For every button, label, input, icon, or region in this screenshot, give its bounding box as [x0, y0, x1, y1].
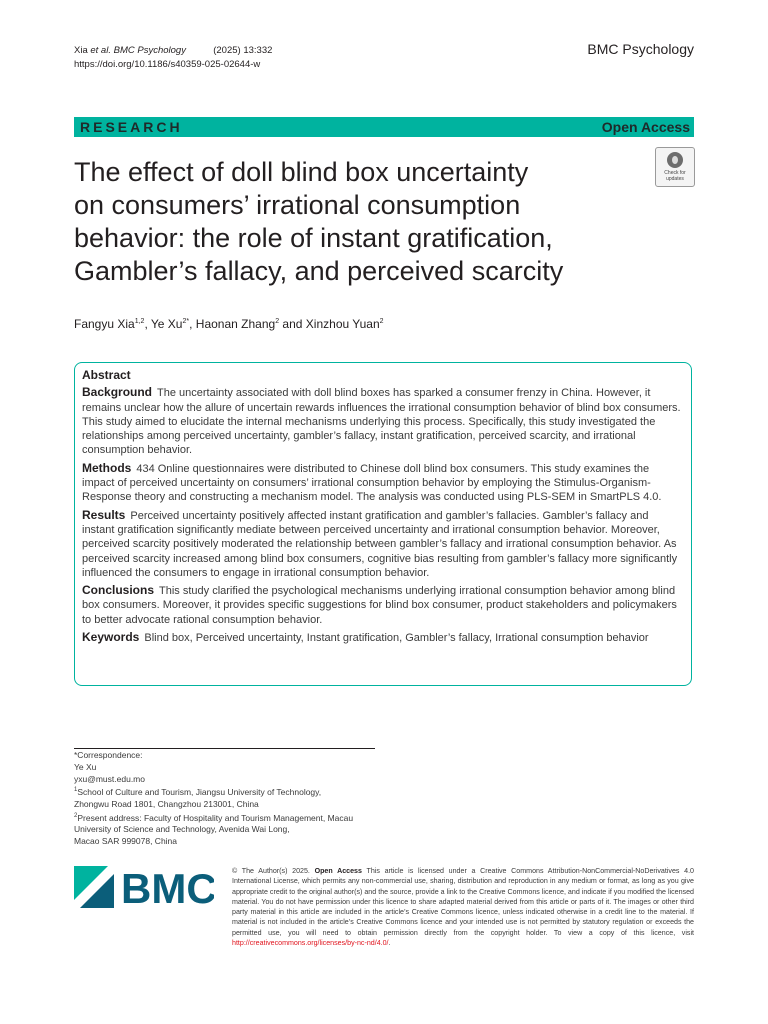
affiliation-1-cont: Zhongwu Road 1801, Changzhou 213001, China — [74, 799, 259, 810]
logo-text: BMC — [121, 866, 214, 908]
copyright: © The Author(s) 2025. — [232, 867, 310, 875]
title-line: Gambler’s fallacy, and perceived scarcity — [74, 256, 564, 286]
licence-text: This article is licensed under a Creative Commons Attribution-NonCommercial-NoDerivatives 4.0 International License, which permits any non-commercial use, sharing, distribution and reproduction in any medium or format, as long as you give appropriate credit to the original author(s) and the source, provide a link to the Creative Commons licence, and indicate if you modified the licensed material. You do not have permission under this licence to share adapted material derived from this article or parts of it. The images or other third party material in this article are included in the article’s Creative Commons licence, unless indicated otherwise in a credit line to the material. If material is not included in the article’s Creative Commons licence and your intended use is not permitted by statutory regulation or exceeds the permitted use, you will need to obtain permission directly from the copyright holder. To view a copy of this licence, visit — [232, 867, 694, 937]
bmc-logo — [74, 866, 214, 908]
author-list: Fangyu Xia$^{1,2}$, Ye $Xu^{2*}$, Haonan Zhang$^2$ and Xinzhou Yuan$^2$ — [74, 317, 384, 331]
affiliation-1: $^1$School of Culture and Tourism, Jiangsu University of Technology, — [74, 787, 322, 798]
author[interactable]: Ye $Xu^{2*}$ — [150, 317, 190, 331]
section-label: RESEARCH — [80, 119, 183, 135]
citation-journal: et al. BMC Psychology — [90, 45, 186, 56]
affiliation-2-cont: University of Science and Technology, Avenida Wai Long, — [74, 824, 290, 835]
author[interactable]: Fangyu Xia$^{1,2}$ — [74, 317, 145, 331]
abstract-results: Results Perceived uncertainty positively affected instant gratification and gambler’s fallacies. Gambler’s fallacy and instant gratification significantly mediate between perceived uncertainty and irrational consumption behavior. Moreover, perceived scarcity positively moderated the relationship between gambler’s fallacy and irrational consumption behavior. As perceived scarcity increased among blind box consumers, cognitive bias resulting from gambler’s fallacy more significantly influenced the consumers to engage in irrational consumption behavior. — [82, 507, 678, 579]
doi-link[interactable]: https://doi.org/10.1186/s40359-025-02644-w — [74, 59, 261, 70]
author[interactable]: Haonan Zhang$^2$ — [195, 317, 280, 331]
open-access-label: Open Access — [601, 119, 690, 135]
citation-volume: (2025) 13:332 — [213, 45, 273, 56]
abstract-conclusions: Conclusions This study clarified the psychological mechanisms underlying irrational consumption behavior among blind box consumers. Moreover, it provides specific suggestions for blind box consumer, product stakeholders and policymakers to better advocate rational consumption behavior. — [82, 583, 677, 626]
correspondence-heading: *Correspondence: — [74, 750, 143, 760]
licence-open-access: Open Access — [314, 867, 362, 875]
licence-link[interactable]: http://creativecommons.org/licenses/by-nc-nd/4.0/ — [232, 939, 389, 948]
correspondence-email[interactable]: yxu@must.edu.mo — [74, 773, 145, 784]
check-updates-icon — [667, 152, 683, 168]
affiliation-2-cont: Macao SAR 999078, China — [74, 836, 178, 847]
check-updates-label: Check for updates — [664, 170, 686, 182]
abstract-box — [74, 362, 692, 686]
licence-statement: © The Author(s) 2025. Open Access This article is licensed under a Creative Commons Attribution-NonCommercial-NoDerivatives 4.0 International License, which permits any non-commercial use, sharing, distribution and reproduction in any medium or format, as long as you give appropriate credit to the original author(s) and the source, provide a link to the Creative Commons licence, and indicate if you modified the licensed material. You do not have permission under this licence to share adapted material derived from this article or parts of it. The images or other third party material in this article are included in the article’s Creative Commons licence, unless indicated otherwise in a credit line to the material. If material is not included in the article’s Creative Commons licence and your intended use is not permitted by statutory regulation or exceeds the permitted use, you will need to obtain permission directly from the copyright holder. To view a copy of this licence, visit http://creativecommons.org/licenses/by-nc-nd/4.0/. — [232, 867, 694, 948]
abstract-heading: Abstract — [82, 368, 131, 382]
abstract-methods: Methods 434 Online questionnaires were distributed to Chinese doll blind box consumers. This study examines the impact of perceived uncertainty on consumers’ irrational consumption behavior by employing the Stimulus-Organism-Response theory and constructing a mechanism model. The analysis was conducted using PLS-SEM in SmartPLS 4.0. — [82, 460, 662, 504]
correspondence-footnote — [74, 750, 374, 848]
citation-author: Xia — [74, 45, 88, 56]
correspondence-name: Ye Xu — [74, 761, 97, 772]
affiliation-2: $^2$Present address: Faculty of Hospitality and Tourism Management, Macau — [74, 812, 354, 823]
author[interactable]: Xinzhou Yuan$^2$ — [305, 317, 384, 331]
journal-name: BMC Psychology — [587, 41, 694, 57]
title-line: The effect of doll blind box uncertainty — [74, 157, 529, 187]
article-title — [74, 156, 634, 288]
check-for-updates-badge[interactable] — [655, 147, 695, 187]
abstract-background: Background The uncertainty associated with doll blind boxes has sparked a consumer frenzy in China. However, it remains unclear how the allure of uncertain rewards influences the irrational consumption behavior of blind box consumers. This study aimed to elucidate the internal mechanisms underlying this process. Specifically, this study investigated the relationships among perceived uncertainty, gambler’s fallacy, instant gratification, perceived scarcity, and irrational consumption behavior. — [82, 385, 681, 457]
title-line: on consumers’ irrational consumption — [74, 190, 521, 220]
footnote-divider — [74, 748, 375, 749]
section-banner — [74, 117, 694, 137]
citation-line — [74, 44, 272, 58]
title-line: behavior: the role of instant gratification, — [74, 223, 553, 253]
citation-header — [74, 44, 272, 72]
abstract-keywords: Keywords Blind box, Perceived uncertainty, Instant gratification, Gambler’s fallacy, Irrational consumption behavior — [82, 630, 649, 645]
